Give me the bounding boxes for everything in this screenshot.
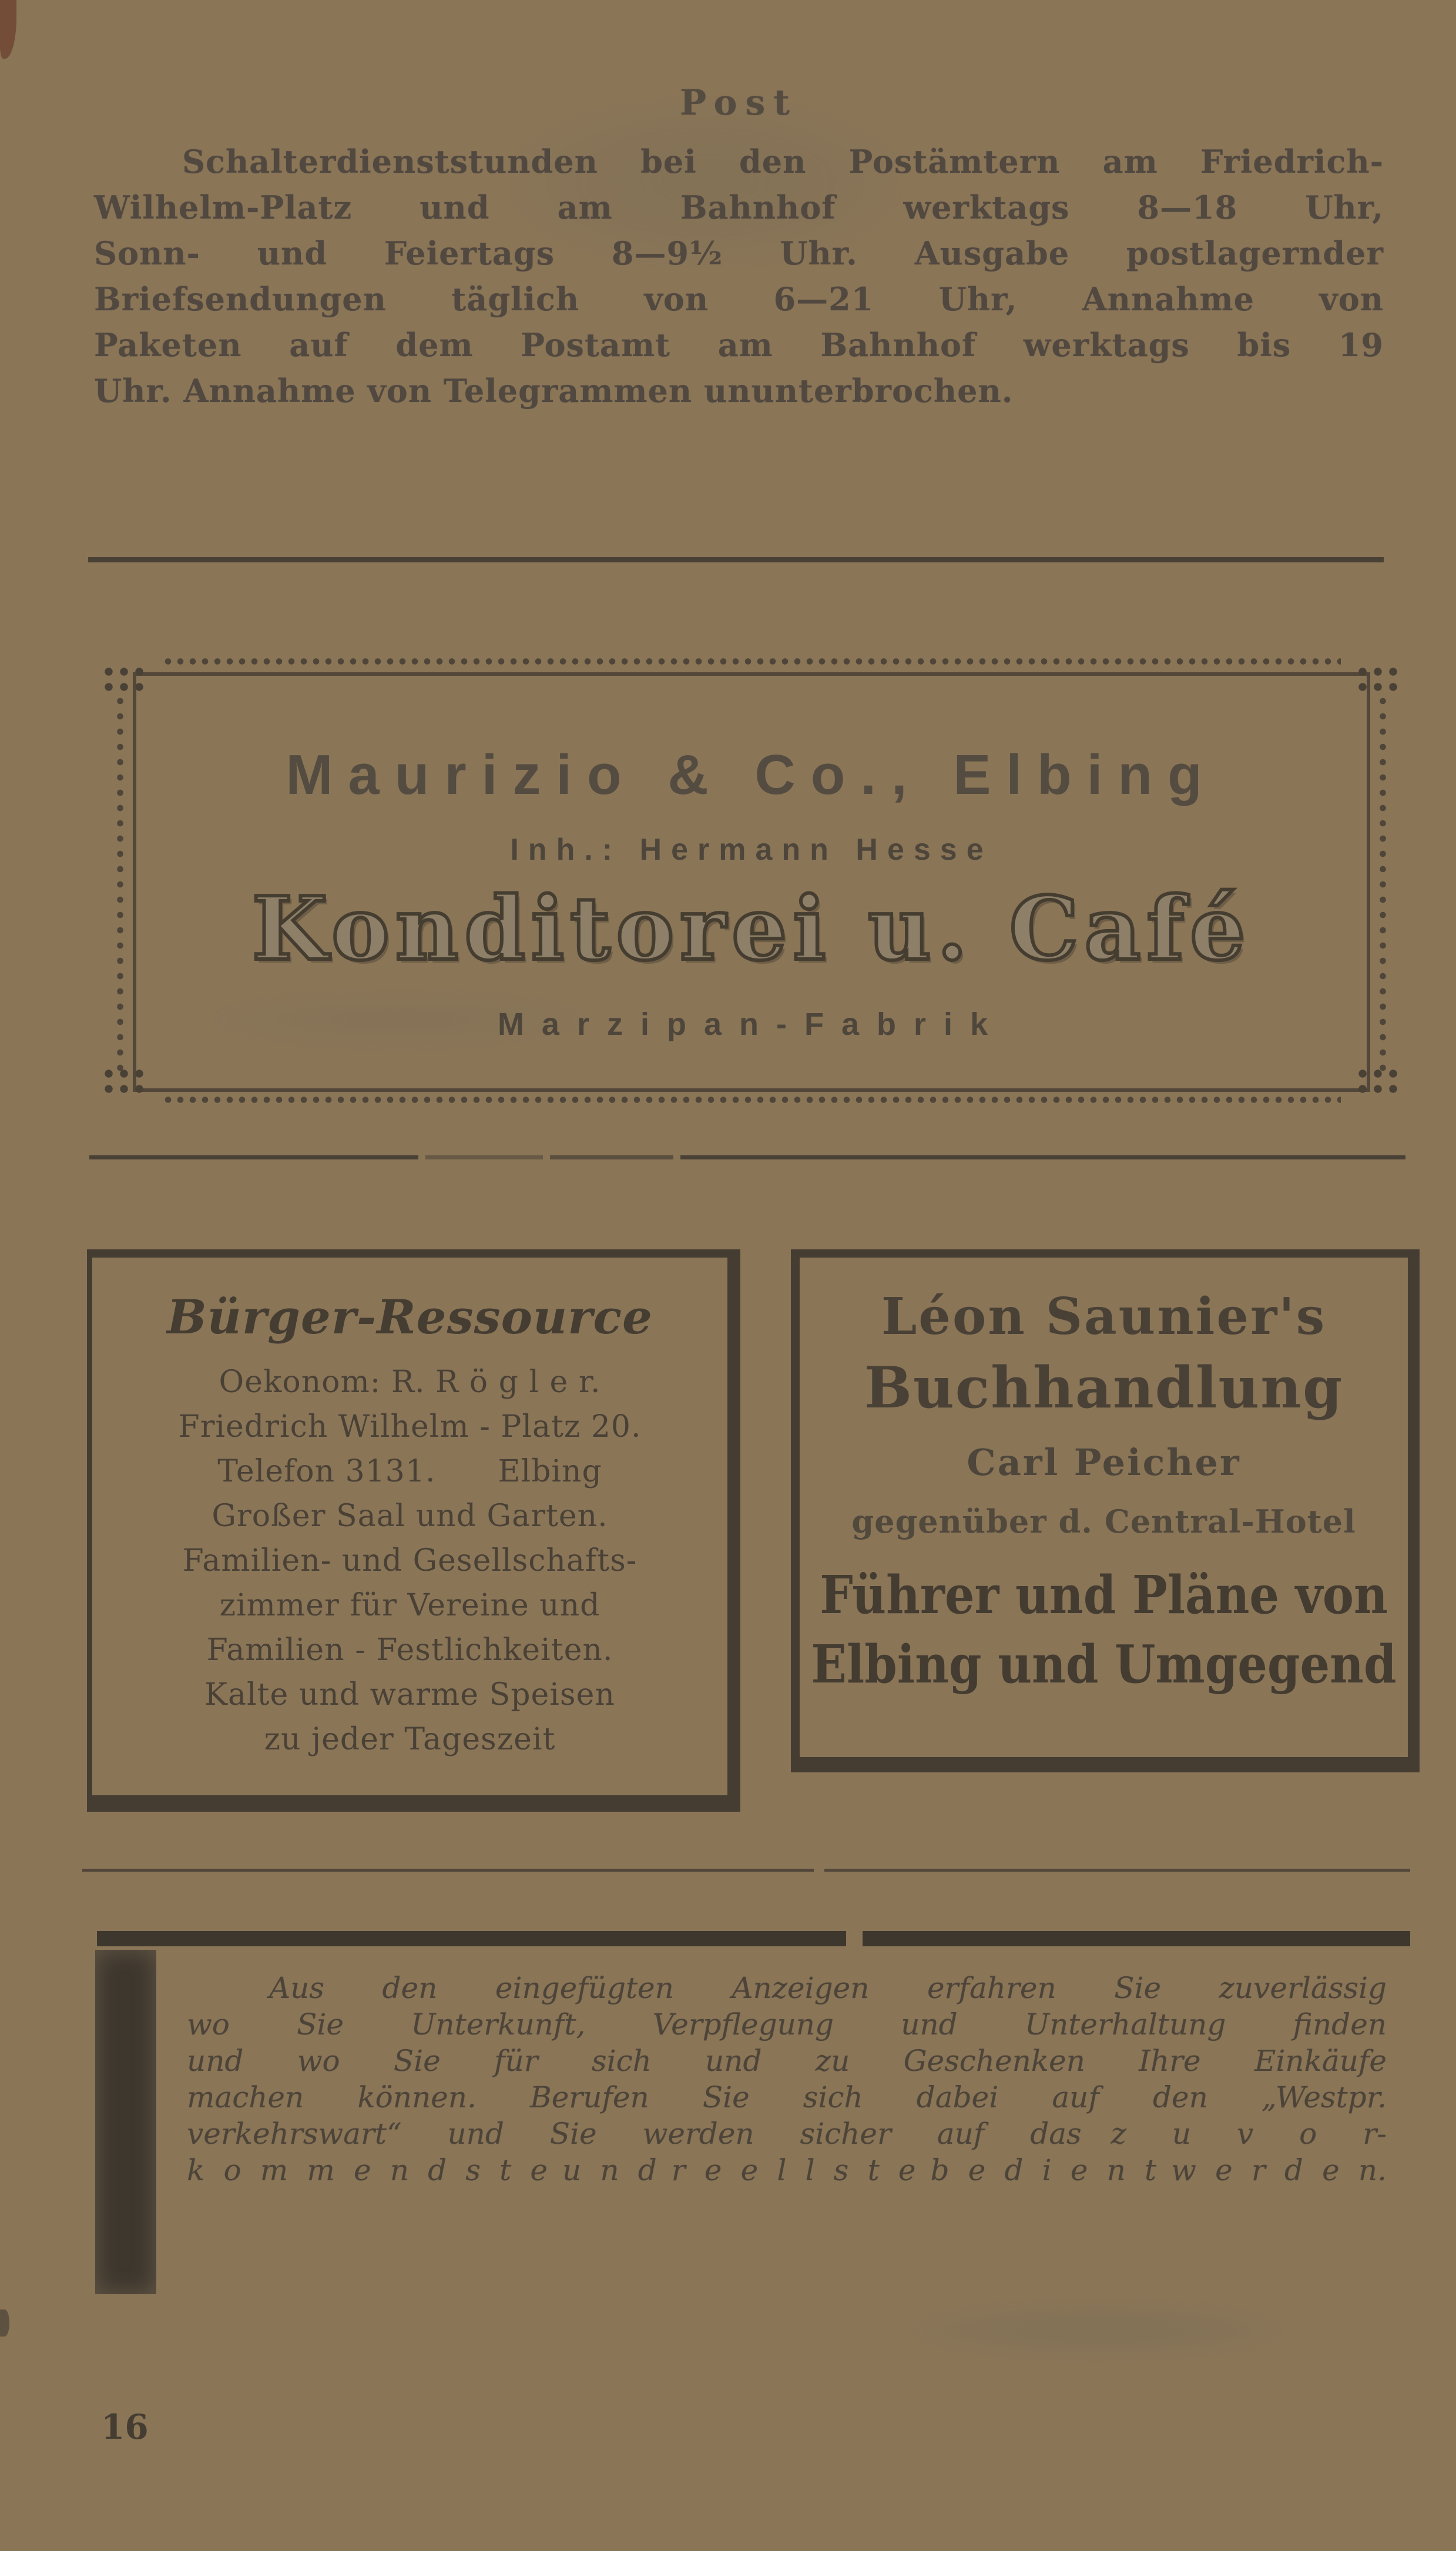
maurizio-business-title: Konditorei u. Café: [251, 877, 1252, 980]
notice-line: und wo Sie für sich und zu Geschenken Ihre Einkäufe: [187, 2044, 1387, 2078]
buerger-line: zimmer für Vereine und: [219, 1588, 600, 1623]
buerger-ad-body: [92, 1360, 727, 1762]
buerger-line: zu jeder Tageszeit: [264, 1722, 556, 1757]
notice-line: machen können. Berufen Sie sich dabei auf den „Westpr.: [187, 2080, 1387, 2114]
maurizio-company-name: Maurizio & Co., Elbing: [286, 743, 1217, 806]
thick-divider-bar: [97, 1931, 1410, 1946]
post-line: Wilhelm-Platz und am Bahnhof werktags 8—18 Uhr,: [94, 189, 1384, 226]
notice-paragraph: [187, 1970, 1387, 2188]
notice-line: verkehrswart“ und Sie werden sicher auf das z u v o r-: [187, 2117, 1387, 2151]
post-section-heading: Post: [679, 82, 799, 123]
saunier-business-type: Buchhandlung: [864, 1355, 1344, 1421]
buerger-title: Bürger-Ressource: [167, 1289, 653, 1345]
page-number: 16: [101, 2407, 149, 2447]
horizontal-rule-top: [88, 557, 1384, 562]
post-line: Briefsendungen täglich von 6—21 Uhr, Annahme von: [94, 280, 1384, 318]
horizontal-rule-middle: [89, 1155, 1405, 1159]
saunier-owner: Carl Peicher: [967, 1441, 1241, 1484]
buerger-line: Kalte und warme Speisen: [204, 1677, 615, 1712]
buerger-line: Familien- und Gesellschafts-: [182, 1543, 638, 1578]
notice-accent-bar: [95, 1950, 156, 2294]
saunier-location: gegenüber d. Central-Hotel: [851, 1503, 1356, 1540]
post-line: Uhr. Annahme von Telegrammen ununterbrochen.: [94, 372, 1014, 410]
notice-line: Aus den eingefügten Anzeigen erfahren Sie zuverlässig: [269, 1971, 1387, 2005]
saunier-name: Léon Saunier's: [881, 1287, 1327, 1346]
page-edge-stain: [0, 2309, 9, 2337]
maurizio-subtitle: Marzipan-Fabrik: [497, 1006, 1006, 1042]
page-edge-stain: [0, 0, 16, 59]
buerger-line: Oekonom: R. R ö g l e r.: [219, 1365, 601, 1400]
buerger-ressource-ad: [87, 1249, 740, 1812]
buerger-line: Familien - Festlichkeiten.: [206, 1632, 613, 1668]
saunier-offer-line: Elbing und Umgegend: [811, 1634, 1397, 1695]
post-line: Paketen auf dem Postamt am Bahnhof werktags bis 19: [94, 326, 1384, 364]
maurizio-ad: [99, 657, 1404, 1105]
horizontal-rule-bottom: [82, 1869, 1410, 1872]
post-paragraph: [94, 139, 1384, 414]
advertisement-columns: [87, 1249, 1420, 1812]
post-line: Schalterdienststunden bei den Postämtern am Friedrich-: [182, 143, 1384, 180]
saunier-offer-line: Führer und Pläne von: [820, 1565, 1388, 1626]
saunier-buchhandlung-ad: [791, 1249, 1420, 1772]
notice-line: k o m m e n d s t e u n d r e e l l s t e b e d i e n t w e r d e n.: [187, 2153, 1387, 2187]
notice-line: wo Sie Unterkunft, Verpflegung und Unterhaltung finden: [187, 2007, 1387, 2042]
maurizio-ad-content: [99, 657, 1404, 1105]
post-line: Sonn- und Feiertags 8—9½ Uhr. Ausgabe postlagernder: [94, 234, 1384, 272]
ink-bleed-smudge: [917, 2304, 1281, 2356]
buerger-line: Großer Saal und Garten.: [212, 1499, 608, 1534]
maurizio-owner: Inh.: Hermann Hesse: [510, 833, 993, 867]
buerger-line: Telefon 3131. Elbing: [217, 1454, 602, 1489]
buerger-line: Friedrich Wilhelm - Platz 20.: [178, 1409, 642, 1444]
